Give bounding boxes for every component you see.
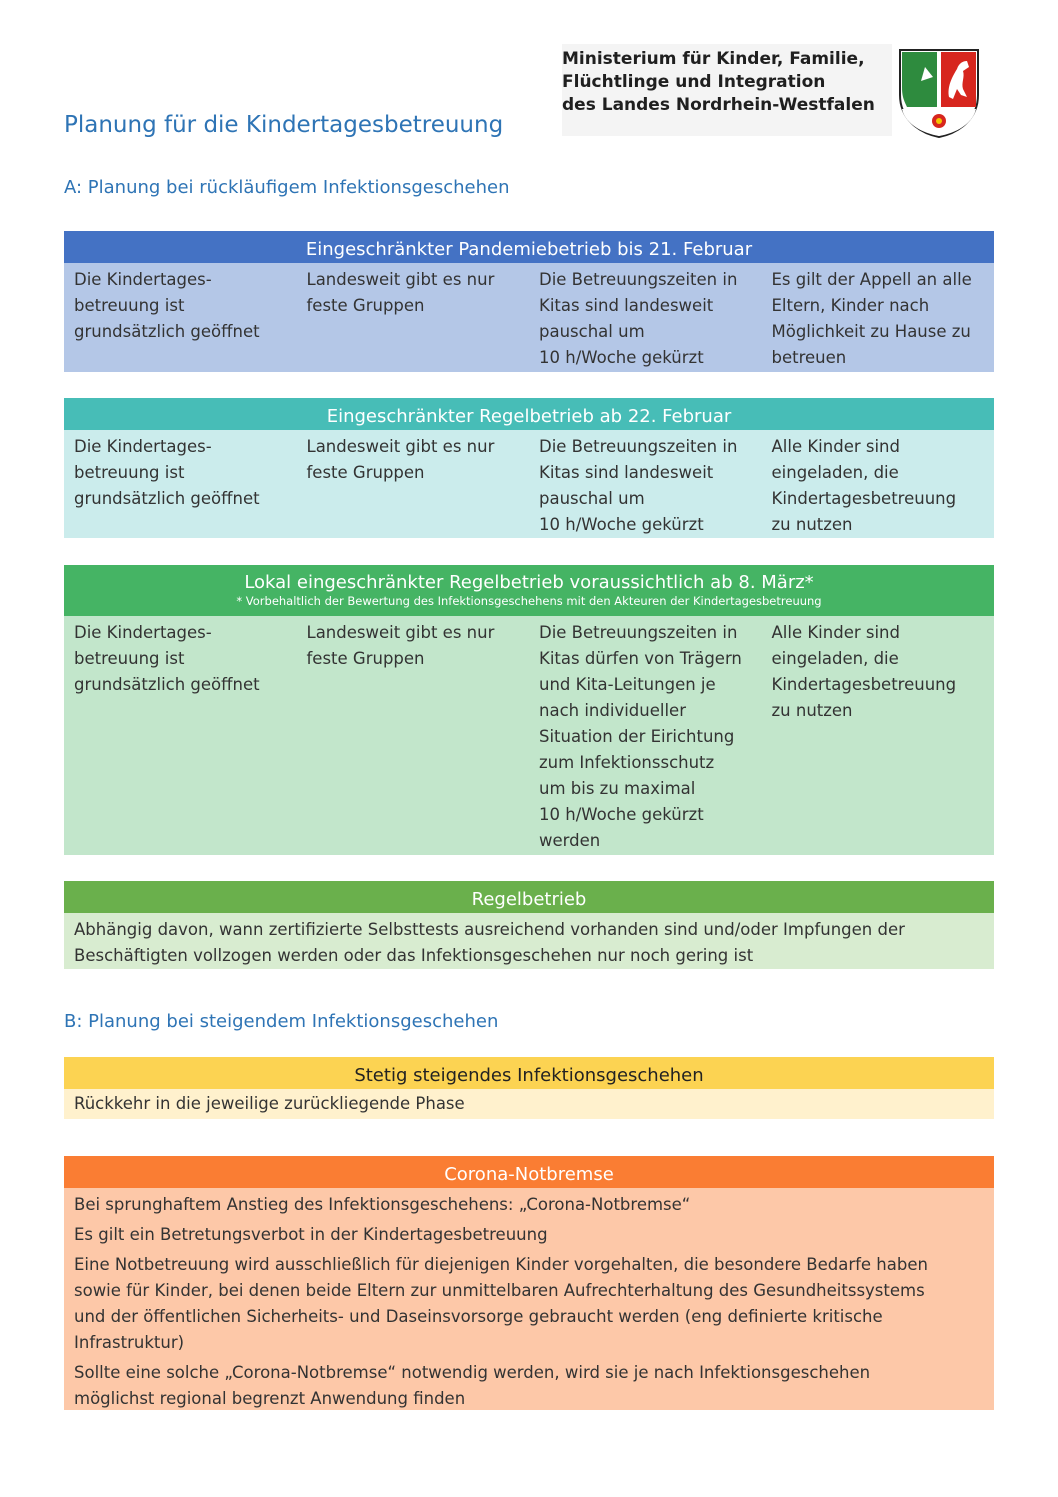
phase-cell-opening [64, 430, 297, 538]
phase-rising-infections [64, 1057, 994, 1119]
phase-header: Eingeschränkter Pandemiebetrieb bis 21. Februar [64, 231, 994, 263]
section-a-title: A: Planung bei rückläufigem Infektionsgeschehen [64, 177, 510, 198]
phase-header: Regelbetrieb [64, 881, 994, 913]
cell-text: Die Betreuungszeiten in Kitas sind landesweit pauschal um 10 h/Woche gekürzt [539, 437, 738, 534]
brake-line: Es gilt ein Betretungsverbot in der Kindertagesbetreuung [74, 1225, 548, 1244]
cell-text: Alle Kinder sind eingeladen, die Kindertagesbetreuung zu nutzen [771, 437, 957, 534]
phase-local-restricted-regular-operation [64, 565, 994, 855]
phase-cell-appeal [762, 263, 995, 372]
phase-body [64, 1188, 994, 1410]
brake-line: Bei sprunghaftem Anstieg des Infektionsgeschehens: „Corona-Notbremse“ [74, 1195, 691, 1214]
phase-regular-operation [64, 881, 994, 969]
phase-cell-groups [297, 263, 530, 372]
cell-text: Die Betreuungszeiten in Kitas sind landesweit pauschal um 10 h/Woche gekürzt [539, 270, 738, 367]
phase-cell-hours [529, 616, 762, 855]
cell-text: Landesweit gibt es nur feste Gruppen [306, 437, 495, 482]
phase-header [64, 565, 994, 616]
cell-text: Die Kindertages- betreuung ist grundsätzlich geöffnet [74, 623, 260, 694]
ministry-line: Flüchtlinge und Integration [562, 72, 826, 92]
phase-body [64, 430, 994, 538]
phase-header-title: Lokal eingeschränkter Regelbetrieb voraussichtlich ab 8. März* [244, 572, 814, 593]
phase-header-note: * Vorbehaltlich der Bewertung des Infektionsgeschehens mit den Akteuren der Kindertagesbetreuung [236, 594, 822, 608]
section-b-title: B: Planung bei steigendem Infektionsgeschehen [64, 1011, 499, 1032]
phase-pandemic-operation [64, 231, 994, 372]
phase-body [64, 1089, 994, 1119]
phase-cell-hours [529, 263, 762, 372]
phase-body [64, 913, 994, 969]
brake-line: Eine Notbetreuung wird ausschließlich für diejenigen Kinder vorgehalten, die besondere Bedarfe haben sowie für Kinder, bei denen beide Eltern zur unmittelbaren Aufrechterhaltung des Gesundheitssystems und der öffentlichen Sicherheits- und Daseinsvorsorge gebraucht werden (eng definierte kritische Infrastruktur) [74, 1255, 928, 1352]
nrw-coat-of-arms-icon [897, 47, 981, 139]
cell-text: Die Kindertages- betreuung ist grundsätzlich geöffnet [74, 437, 260, 508]
ministry-line: des Landes Nordrhein-Westfalen [562, 95, 875, 115]
phase-cell-opening [64, 263, 297, 372]
cell-text: Es gilt der Appell an alle Eltern, Kinder nach Möglichkeit zu Hause zu betreuen [771, 270, 972, 367]
cell-text: Die Kindertages- betreuung ist grundsätzlich geöffnet [74, 270, 260, 341]
ministry-logo-block [562, 44, 892, 136]
phase-cell-groups [297, 430, 530, 538]
phase-header: Stetig steigendes Infektionsgeschehen [64, 1057, 994, 1089]
phase-header: Corona-Notbremse [64, 1156, 994, 1188]
phase-body [64, 263, 994, 372]
cell-text: Die Betreuungszeiten in Kitas dürfen von Trägern und Kita-Leitungen je nach individueller Situation der Eirichtung zum Infektionsschutz um bis zu maximal 10 h/Woche gekürzt werden [539, 623, 742, 850]
phase-cell-invitation [762, 430, 995, 538]
cell-text: Landesweit gibt es nur feste Gruppen [306, 270, 495, 315]
brake-line: Sollte eine solche „Corona-Notbremse“ notwendig werden, wird sie je nach Infektionsgeschehen möglichst regional begrenzt Anwendung finden [74, 1363, 871, 1408]
phase-cell-invitation [762, 616, 995, 855]
phase-body [64, 616, 994, 855]
ministry-line: Ministerium für Kinder, Familie, [562, 49, 865, 69]
phase-header: Eingeschränkter Regelbetrieb ab 22. Februar [64, 398, 994, 430]
phase-text: Rückkehr in die jeweilige zurückliegende Phase [74, 1094, 465, 1113]
phase-restricted-regular-operation [64, 398, 994, 538]
ministry-name [562, 48, 875, 117]
phase-text: Abhängig davon, wann zertifizierte Selbsttests ausreichend vorhanden sind und/oder Impfungen der Beschäftigten vollzogen werden oder das Infektionsgeschehen nur noch gering ist [74, 920, 905, 965]
phase-cell-hours [529, 430, 762, 538]
phase-cell-groups [297, 616, 530, 855]
cell-text: Landesweit gibt es nur feste Gruppen [306, 623, 495, 668]
cell-text: Alle Kinder sind eingeladen, die Kindertagesbetreuung zu nutzen [771, 623, 957, 720]
phase-corona-emergency-brake [64, 1156, 994, 1410]
page-title: Planung für die Kindertagesbetreuung [64, 112, 504, 138]
phase-cell-opening [64, 616, 297, 855]
